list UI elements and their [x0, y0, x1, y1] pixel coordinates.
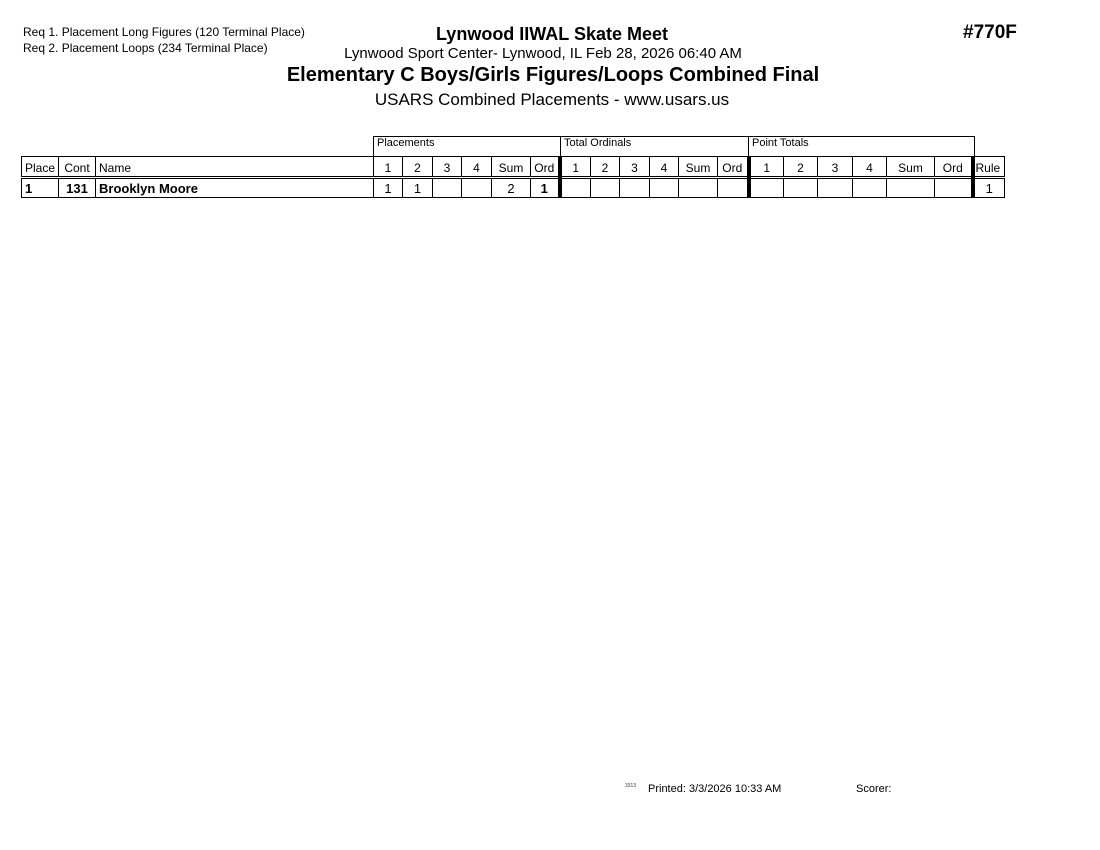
cell-points-4	[853, 178, 887, 198]
col-placement-2: 2	[403, 157, 433, 178]
meet-title: Lynwood IIWAL Skate Meet	[435, 24, 669, 44]
col-ordinal-3: 3	[620, 157, 650, 178]
cell-ordinal-sum	[679, 178, 718, 198]
col-points-4: 4	[853, 157, 887, 178]
col-ordinal-ord: Ord	[718, 157, 749, 178]
scorer-label: Scorer:	[856, 783, 892, 795]
event-number: #770F	[963, 22, 1017, 43]
cell-points-3	[818, 178, 853, 198]
cell-placement-ord: 1	[531, 178, 560, 198]
cell-ordinal-4	[650, 178, 679, 198]
requirement-1: Req 1. Placement Long Figures (120 Terminal Place)	[23, 25, 305, 39]
venue-line: Lynwood Sport Center- Lynwood, IL Feb 28, 2026 06:40 AM	[344, 45, 742, 62]
col-place: Place	[22, 157, 59, 178]
col-placement-sum: Sum	[492, 157, 531, 178]
event-subtitle: USARS Combined Placements - www.usars.us	[374, 90, 730, 109]
cell-placement-2: 1	[403, 178, 433, 198]
group-placements: Placements	[373, 136, 561, 156]
col-points-1: 1	[749, 157, 784, 178]
printed-timestamp: Printed: 3/3/2026 10:33 AM	[648, 783, 782, 795]
cell-placement-3	[433, 178, 462, 198]
cell-points-ord	[935, 178, 973, 198]
cell-ordinal-3	[620, 178, 650, 198]
cell-placement-sum: 2	[492, 178, 531, 198]
cell-place: 1	[22, 178, 59, 198]
col-ordinal-4: 4	[650, 157, 679, 178]
cell-points-2	[784, 178, 818, 198]
col-placement-4: 4	[462, 157, 492, 178]
cell-rule: 1	[973, 178, 1005, 198]
group-point-totals: Point Totals	[748, 136, 975, 156]
header-row	[22, 157, 1005, 178]
cell-ordinal-ord	[718, 178, 749, 198]
cell-placement-4	[462, 178, 492, 198]
cell-points-sum	[887, 178, 935, 198]
footer-code: 3313	[625, 783, 637, 789]
col-points-sum: Sum	[887, 157, 935, 178]
cell-ordinal-1	[560, 178, 591, 198]
results-table	[21, 156, 1005, 198]
col-name: Name	[96, 157, 374, 178]
cell-points-1	[749, 178, 784, 198]
col-rule: Rule	[973, 157, 1005, 178]
cell-name: Brooklyn Moore	[96, 178, 374, 198]
col-ordinal-1: 1	[560, 157, 591, 178]
col-ordinal-2: 2	[591, 157, 620, 178]
cell-cont: 131	[59, 178, 96, 198]
col-placement-3: 3	[433, 157, 462, 178]
col-points-ord: Ord	[935, 157, 973, 178]
requirement-2: Req 2. Placement Loops (234 Terminal Place)	[23, 41, 268, 55]
table-row	[22, 178, 1005, 198]
col-points-2: 2	[784, 157, 818, 178]
cell-placement-1: 1	[374, 178, 403, 198]
event-title: Elementary C Boys/Girls Figures/Loops Combined Final	[286, 64, 820, 86]
col-ordinal-sum: Sum	[679, 157, 718, 178]
col-cont: Cont	[59, 157, 96, 178]
group-total-ordinals: Total Ordinals	[560, 136, 749, 156]
cell-ordinal-2	[591, 178, 620, 198]
col-placement-1: 1	[374, 157, 403, 178]
col-placement-ord: Ord	[531, 157, 560, 178]
col-points-3: 3	[818, 157, 853, 178]
